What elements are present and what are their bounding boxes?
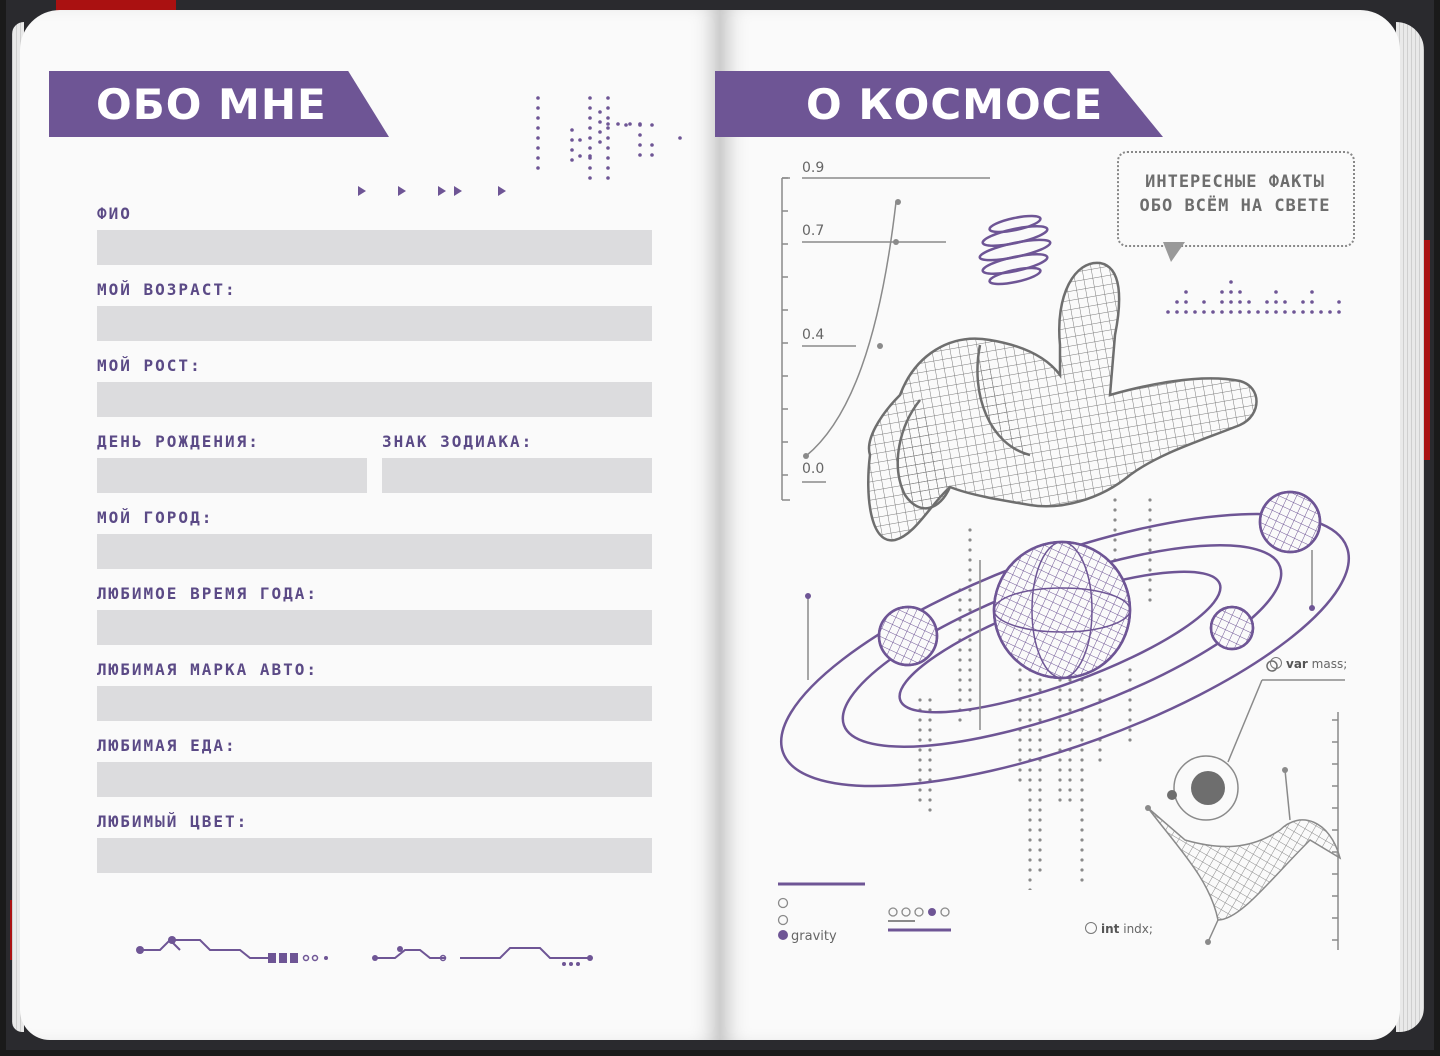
height-field[interactable] [97,382,652,417]
axis-label-0-7: 0.7 [802,223,825,239]
decor-dot [650,143,654,147]
decor-dot [958,718,961,721]
decor-dot [958,648,961,651]
decor-dot [1068,718,1071,721]
decor-dot [1028,748,1031,751]
decor-dot [1018,748,1021,751]
decor-dot [588,116,592,120]
decor-dot [1080,768,1083,771]
decor-dot [1038,848,1041,851]
decor-dot [1028,828,1031,831]
decor-dot [588,96,592,100]
decor-dot [968,558,971,561]
decor-dot [606,122,610,126]
decor-dot [968,578,971,581]
decor-dot [918,768,921,771]
decor-dot [598,120,602,124]
decor-dot [1148,548,1151,551]
decor-dot [918,738,921,741]
decor-dot [1080,808,1083,811]
int-indx-label [1085,922,1153,936]
decor-dot [1148,518,1151,521]
decor-dot [1068,698,1071,701]
decor-dot [588,146,592,150]
decor-dot [1038,738,1041,741]
decor-dot [598,140,602,144]
decor-dot [1148,588,1151,591]
decor-dot [638,153,642,157]
decor-dot [1080,718,1083,721]
decor-dot [606,96,610,100]
decor-dot [1028,878,1031,881]
decor-dot [650,123,654,127]
decor-dot [928,798,931,801]
decor-dot [1028,728,1031,731]
gravity-label [778,929,837,944]
decor-dot [606,106,610,110]
decor-dot [1068,708,1071,711]
decor-dot [1148,498,1151,501]
decor-dot [1128,698,1131,701]
decor-dot [1310,300,1314,304]
decor-dot [1018,758,1021,761]
gravity-text: gravity [791,929,837,944]
decor-dot [1028,888,1031,890]
decor-dot [1068,768,1071,771]
decor-dot [1080,838,1083,841]
decor-dot [1113,518,1116,521]
decor-dot [1028,838,1031,841]
color-field[interactable] [97,838,652,873]
decor-dot [1068,728,1071,731]
right-page-title: О КОСМОСЕ [806,80,1104,129]
legend-dot-icon [778,930,788,940]
page-edges-right [1396,22,1424,1032]
atom-mesh-diagram [1140,650,1380,950]
decor-dot [588,176,592,180]
decor-dot [1028,768,1031,771]
decor-dot [918,698,921,701]
decor-dot [1080,818,1083,821]
decor-dot [1113,508,1116,511]
decor-dot [1038,698,1041,701]
decor-dot [1080,788,1083,791]
bubble-text: ИНТЕРЕСНЫЕ ФАКТЫ ОБО ВСЁМ НА СВЕТЕ [1139,172,1331,216]
decor-dot [536,156,540,160]
decor-dot [1018,738,1021,741]
decor-dot [1148,568,1151,571]
decor-dot [1038,818,1041,821]
decor-dot [1098,728,1101,731]
decor-dot [1038,688,1041,691]
decor-dot [536,96,540,100]
decor-dot [536,146,540,150]
decor-dot [588,126,592,130]
decor-dot [1080,738,1083,741]
age-field[interactable] [97,306,652,341]
zodiac-field[interactable] [382,458,652,493]
decor-dot [578,154,582,158]
decor-dot [1058,698,1061,701]
decor-dot [1028,678,1031,681]
decor-dot [1080,758,1083,761]
decor-dot [1098,678,1101,681]
decor-dot [1018,768,1021,771]
decor-dot [1028,738,1031,741]
decor-dot [1319,310,1323,314]
decor-dot [968,688,971,691]
decor-dot [928,758,931,761]
decor-dot [1080,828,1083,831]
decor-dot [1080,688,1083,691]
decor-dot [1038,868,1041,871]
decor-dot [968,538,971,541]
axis-label-0-4: 0.4 [802,327,825,343]
food-field[interactable] [97,762,652,797]
decor-dot [1038,678,1041,681]
decor-dot [1148,538,1151,541]
decor-dot [928,698,931,701]
decor-dot [1310,290,1314,294]
decor-dot [1028,718,1031,721]
decor-dot [958,658,961,661]
field-label-name: ФИО [97,204,132,223]
decor-dot [1128,728,1131,731]
decor-dot [928,768,931,771]
decor-dot [1038,808,1041,811]
decor-dot [958,678,961,681]
decor-dot [968,568,971,571]
decor-dot [638,133,642,137]
decor-dot [606,176,610,180]
decor-dot [1080,858,1083,861]
code-icon [1270,657,1282,669]
var-name: mass; [1311,657,1348,671]
decor-dot [958,608,961,611]
decor-dot [1292,310,1296,314]
decor-dot [968,548,971,551]
decor-dot [1310,310,1314,314]
birthday-field[interactable] [97,458,367,493]
decor-dot [616,122,620,126]
decor-dot [918,718,921,721]
decor-dot [1058,688,1061,691]
field-label-car: ЛЮБИМАЯ МАРКА АВТО: [97,660,319,679]
decor-dot [918,758,921,761]
var-mass-label [1270,657,1347,671]
decor-dot [1113,548,1116,551]
decor-dot [958,698,961,701]
decor-dot [1038,768,1041,771]
decor-dot [1028,798,1031,801]
decor-dot [536,126,540,130]
decor-dot [1018,778,1021,781]
decor-dot [624,123,628,127]
decor-dots-and-arrows [340,90,700,210]
decor-dot [1058,788,1061,791]
field-label-food: ЛЮБИМАЯ ЕДА: [97,736,237,755]
decor-dot [958,668,961,671]
decor-dot [1068,788,1071,791]
decor-dot [968,668,971,671]
decor-dot [1028,858,1031,861]
decor-dot [968,528,971,531]
decor-dot [638,143,642,147]
decor-dot [1058,718,1061,721]
decor-dot [1018,688,1021,691]
decor-dot [928,748,931,751]
decor-dot [968,588,971,591]
decor-dot [650,153,654,157]
decor-dot [1058,728,1061,731]
decor-dot [570,148,574,152]
code-icon [1085,922,1097,934]
decor-dot [918,748,921,751]
decor-dot [1080,698,1083,701]
decor-dot [1080,878,1083,881]
decor-dot [928,738,931,741]
left-page-title: ОБО МНЕ [96,80,327,129]
decor-dot [1038,828,1041,831]
decor-dot [1058,768,1061,771]
decor-dot [536,106,540,110]
circuit-decoration [130,930,610,974]
decor-dot [958,688,961,691]
decor-dot [606,146,610,150]
decor-dot [1113,528,1116,531]
decor-dot [1128,718,1131,721]
decor-dot [1018,668,1021,671]
decor-dot [1080,798,1083,801]
decor-dot [1337,310,1341,314]
decor-dot [1028,688,1031,691]
decor-dot [588,136,592,140]
decor-dot [606,136,610,140]
decor-dot [1058,708,1061,711]
decor-dot [1028,778,1031,781]
decor-dot [536,166,540,170]
decor-dot [1080,868,1083,871]
decor-dot [1028,698,1031,701]
decor-dot [968,638,971,641]
decor-dot [570,138,574,142]
decor-dot [1301,300,1305,304]
decor-dot [1038,718,1041,721]
field-label-zodiac: ЗНАК ЗОДИАКА: [382,432,534,451]
field-label-city: МОЙ ГОРОД: [97,508,214,527]
decor-dot [968,678,971,681]
decor-dot [1028,868,1031,871]
decor-dot [588,166,592,170]
axis-label-0-0: 0.0 [802,461,825,477]
decor-dot [1148,528,1151,531]
decor-dot [1058,738,1061,741]
decor-dot [1068,688,1071,691]
decor-dot [1028,808,1031,811]
decor-dot [1068,798,1071,801]
decor-dot [1080,848,1083,851]
decor-dot [918,788,921,791]
decor-dot [606,156,610,160]
decor-dot [1038,798,1041,801]
decor-dot [1113,538,1116,541]
decor-dot [1068,778,1071,781]
decor-dot [1028,788,1031,791]
decor-dot [1080,748,1083,751]
decor-dot [1128,668,1131,671]
decor-dot [1328,310,1332,314]
decor-dot [1148,558,1151,561]
decor-dot [1028,848,1031,851]
int-keyword: int [1101,922,1120,936]
decor-dot [918,798,921,801]
car-field[interactable] [97,686,652,721]
decor-dot [1148,598,1151,601]
axis-label-0-9: 0.9 [802,160,825,176]
field-label-season: ЛЮБИМОЕ ВРЕМЯ ГОДА: [97,584,319,603]
decor-dot [678,136,682,140]
decor-dot [918,778,921,781]
decor-dot [1128,738,1131,741]
decor-dot [1038,778,1041,781]
decor-dot [606,166,610,170]
decor-dot [628,122,632,126]
decor-dot [1098,758,1101,761]
decor-dot [1018,678,1021,681]
decor-dot [1038,728,1041,731]
decor-dot [1080,778,1083,781]
decor-dot [598,110,602,114]
var-keyword: var [1286,657,1308,671]
decor-dot [588,154,592,158]
decor-dot [638,122,642,126]
decor-dot [1098,718,1101,721]
decor-dot [578,138,582,142]
decor-dot [1058,758,1061,761]
decor-dot [928,788,931,791]
decor-dot [1028,818,1031,821]
decor-dot [1098,748,1101,751]
decor-dot [536,136,540,140]
decor-dot [1098,688,1101,691]
decor-dot [1058,778,1061,781]
decor-dot [968,658,971,661]
decor-dot [1283,300,1287,304]
decor-dot [958,628,961,631]
decor-dot [1337,300,1341,304]
decor-dot [536,116,540,120]
decor-dot [606,126,610,130]
decor-dot [1028,708,1031,711]
decor-dot [928,808,931,811]
int-name: indx; [1123,922,1153,936]
decor-dot [1128,678,1131,681]
field-label-color: ЛЮБИМЫЙ ЦВЕТ: [97,812,249,831]
city-field[interactable] [97,534,652,569]
decor-dot [1018,708,1021,711]
decor-dot [968,698,971,701]
decor-dot [1274,300,1278,304]
decor-dot [968,598,971,601]
decor-dot [1301,310,1305,314]
decor-dot [1128,708,1131,711]
decor-dot [570,128,574,132]
decor-dot [1068,758,1071,761]
decor-dot [1113,498,1116,501]
decor-dot [968,628,971,631]
decor-dot [918,728,921,731]
field-label-height: МОЙ РОСТ: [97,356,202,375]
decor-dot [1038,708,1041,711]
decor-dot [570,158,574,162]
decor-dot [1058,798,1061,801]
field-label-birthday: ДЕНЬ РОЖДЕНИЯ: [97,432,260,451]
decor-dot [968,618,971,621]
decor-dot [588,106,592,110]
decor-dot [1038,788,1041,791]
decor-dot [606,116,610,120]
decor-dot [968,648,971,651]
decor-dot [598,130,602,134]
decor-dot [958,598,961,601]
decor-dot [1274,290,1278,294]
name-field[interactable] [97,230,652,265]
decor-dot [928,728,931,731]
season-field[interactable] [97,610,652,645]
decor-dot [1098,708,1101,711]
decor-dot [1068,738,1071,741]
decor-dot [1274,310,1278,314]
decor-dot [1038,838,1041,841]
decor-dot [1148,578,1151,581]
decor-dot [1038,858,1041,861]
decor-dot [1080,728,1083,731]
field-label-age: МОЙ ВОЗРАСТ: [97,280,237,299]
decor-dot [1283,310,1287,314]
decor-dot [1148,508,1151,511]
decor-dot [1018,718,1021,721]
decor-dot [1038,748,1041,751]
decor-dot [928,718,931,721]
